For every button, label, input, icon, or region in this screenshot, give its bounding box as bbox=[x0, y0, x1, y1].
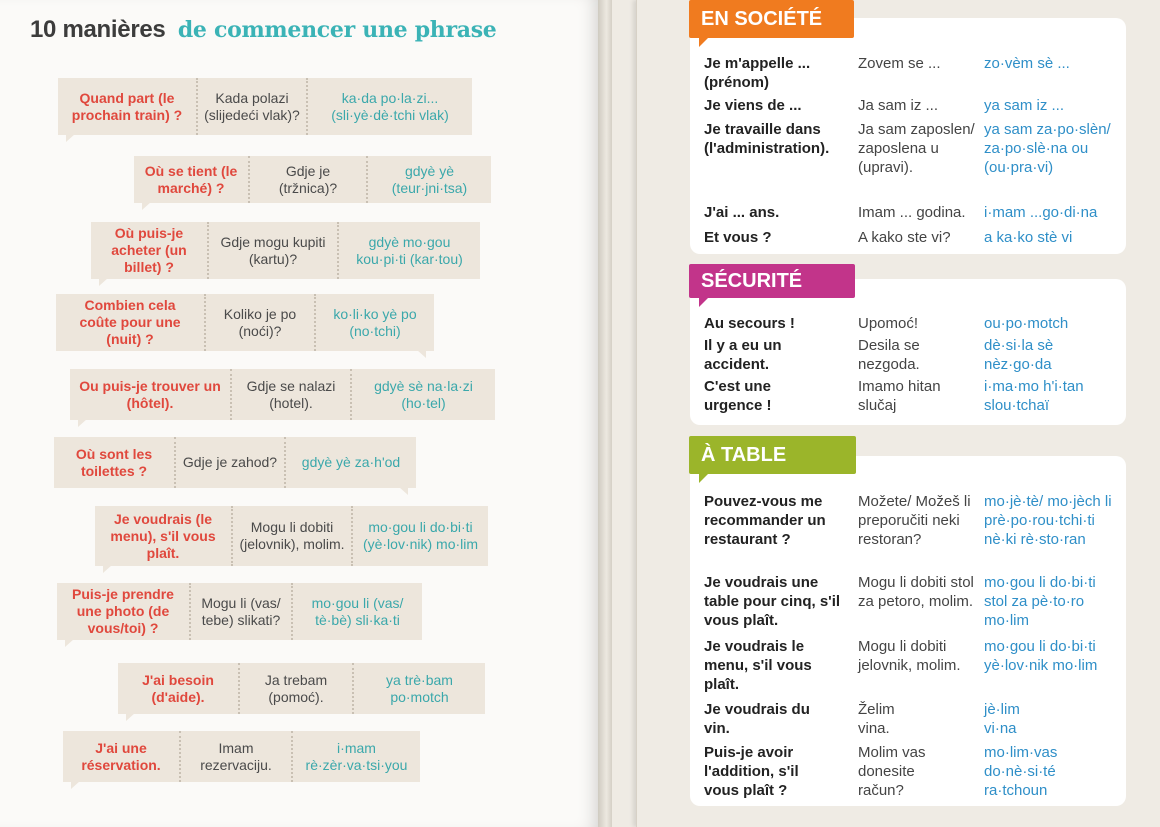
row-croatian: Ja sam zaposlen/ zaposlena u (upravi). bbox=[858, 121, 975, 176]
phrase-pronunciation: ka·da po·la·zi... (sli·yè·dè·tchi vlak) bbox=[306, 78, 472, 135]
phrase-croatian: Imam rezervaciju. bbox=[179, 731, 291, 782]
row-croatian: Molim vas donesite račun? bbox=[858, 744, 926, 799]
row-pronunciation: i·mam ...go·di·na bbox=[984, 204, 1098, 221]
row-french: Et vous ? bbox=[704, 229, 772, 246]
row-french: Pouvez-vous me recommander un restaurant ? bbox=[704, 493, 826, 548]
phrase-french: Où se tient (le marché) ? bbox=[144, 162, 238, 196]
row-croatian: Možete/ Možeš li preporučiti neki restoran? bbox=[858, 493, 971, 548]
row-pronunciation: dè·si·la sè nèz·go·da bbox=[984, 337, 1054, 373]
phrase-croatian: Gdje je zahod? bbox=[174, 437, 284, 488]
row-french: Je viens de ... bbox=[704, 97, 802, 114]
row-pronunciation: mo·lim·vas do·nè·si·té ra·tchoun bbox=[984, 744, 1058, 799]
phrase-pronunciation: gdyè mo·gou kou·pi·ti (kar·tou) bbox=[337, 222, 480, 279]
row-french: Je voudrais le menu, s'il vous plaît. bbox=[704, 638, 812, 693]
title-subtitle: de commencer une phrase bbox=[177, 17, 497, 43]
phrase-bubble bbox=[91, 222, 480, 279]
row-french: J'ai ... ans. bbox=[704, 204, 780, 221]
row-pronunciation: mo·jè·tè/ mo·jèch li prè·po·rou·tchi·ti nè·ki rè·sto·ran bbox=[984, 493, 1112, 548]
phrase-french: Combien cela coûte pour une (nuit) ? bbox=[79, 297, 181, 347]
row-croatian: Mogu li dobiti stol za petoro, molim. bbox=[858, 574, 974, 610]
phrase-bubble bbox=[95, 506, 488, 566]
section-tag-dining: À TABLE bbox=[689, 436, 856, 474]
phrase-croatian: Gdje mogu kupiti (kartu)? bbox=[207, 222, 337, 279]
row-croatian: Imamo hitan slučaj bbox=[858, 378, 941, 414]
row-french: Je voudrais une table pour cinq, s'il vous plaît. bbox=[704, 574, 841, 629]
row-french: Puis-je avoir l'addition, s'il vous plaît ? bbox=[704, 744, 799, 799]
phrase-croatian: Mogu li (vas/ tebe) slikati? bbox=[189, 583, 291, 640]
section-tag-society: EN SOCIÉTÉ bbox=[689, 0, 854, 38]
phrase-pronunciation: ya trè·bam po·motch bbox=[352, 663, 485, 714]
row-croatian: Zovem se ... bbox=[858, 55, 941, 72]
row-croatian: Imam ... godina. bbox=[858, 204, 966, 221]
phrase-bubble bbox=[70, 369, 495, 420]
phrase-pronunciation: ko·li·ko yè po (no·tchi) bbox=[314, 294, 434, 351]
phrase-french: Où puis-je acheter (un billet) ? bbox=[111, 225, 187, 275]
row-croatian: Želim vina. bbox=[858, 701, 895, 737]
phrase-bubble bbox=[57, 583, 422, 640]
phrase-pronunciation: mo·gou li (vas/ tè·bè) sli·ka·ti bbox=[291, 583, 422, 640]
row-pronunciation: jè·lim vi·na bbox=[984, 701, 1020, 737]
phrase-french: Où sont les toilettes ? bbox=[75, 445, 153, 479]
phrase-bubble bbox=[54, 437, 416, 488]
row-pronunciation: mo·gou li do·bi·ti yè·lov·nik mo·lim bbox=[984, 638, 1098, 674]
phrase-french: Je voudrais (le menu), s'il vous plaît. bbox=[110, 510, 216, 561]
section-tag-security: SÉCURITÉ bbox=[689, 264, 855, 298]
row-pronunciation: a ka·ko stè vi bbox=[984, 229, 1073, 246]
row-french: Je m'appelle ... (prénom) bbox=[704, 55, 811, 91]
phrase-croatian: Koliko je po (noći)? bbox=[204, 294, 314, 351]
row-french: Au secours ! bbox=[704, 315, 795, 332]
row-french: C'est une urgence ! bbox=[704, 378, 772, 414]
phrase-croatian: Ja trebam (pomoć). bbox=[238, 663, 352, 714]
phrase-french: Puis-je prendre une photo (de vous/toi) ? bbox=[72, 586, 174, 636]
phrase-pronunciation: i·mam rè·zèr·va·tsi·you bbox=[291, 731, 420, 782]
phrase-pronunciation: gdyè yè za·h'od bbox=[284, 437, 416, 488]
phrase-bubble bbox=[58, 78, 472, 135]
phrase-croatian: Mogu li dobiti (jelovnik), molim. bbox=[231, 506, 351, 566]
row-pronunciation: ya sam iz ... bbox=[984, 97, 1065, 114]
phrase-croatian: Gdje je (tržnica)? bbox=[248, 156, 366, 203]
row-croatian: Ja sam iz ... bbox=[858, 97, 939, 114]
row-pronunciation: ya sam za·po·slèn/ za·po·slè·na ou (ou·pra·vi) bbox=[984, 121, 1111, 176]
phrase-croatian: Gdje se nalazi (hotel). bbox=[230, 369, 350, 420]
row-croatian: Desila se nezgoda. bbox=[858, 337, 920, 373]
phrase-bubble bbox=[56, 294, 434, 351]
row-pronunciation: zo·vèm sè ... bbox=[984, 55, 1070, 72]
phrase-pronunciation: gdyè yè (teur·jni·tsa) bbox=[366, 156, 491, 203]
phrase-croatian: Kada polazi (slijedeći vlak)? bbox=[196, 78, 306, 135]
page-title bbox=[30, 16, 497, 44]
row-croatian: Mogu li dobiti jelovnik, molim. bbox=[858, 638, 961, 674]
phrase-french: J'ai une réservation. bbox=[81, 739, 161, 773]
phrase-french: J'ai besoin (d'aide). bbox=[142, 671, 214, 705]
phrase-french: Quand part (le prochain train) ? bbox=[71, 89, 183, 123]
phrase-pronunciation: gdyè sè na·la·zi (ho·tel) bbox=[350, 369, 495, 420]
row-pronunciation: i·ma·mo h'i·tan slou·tchaï bbox=[984, 378, 1084, 414]
book-spine bbox=[598, 0, 612, 827]
title-number: 10 manières bbox=[30, 16, 166, 43]
row-croatian: A kako ste vi? bbox=[858, 229, 951, 246]
row-pronunciation: ou·po·motch bbox=[984, 315, 1069, 332]
phrase-pronunciation: mo·gou li do·bi·ti (yè·lov·nik) mo·lim bbox=[351, 506, 488, 566]
row-french: Je travaille dans (l'administration). bbox=[704, 121, 830, 157]
phrase-bubble bbox=[63, 731, 420, 782]
phrase-french: Ou puis-je trouver un (hôtel). bbox=[79, 377, 221, 411]
phrase-bubble bbox=[134, 156, 491, 203]
row-pronunciation: mo·gou li do·bi·ti stol za pè·to·ro mo·lim bbox=[984, 574, 1096, 629]
row-french: Je voudrais du vin. bbox=[704, 701, 810, 737]
row-croatian: Upomoć! bbox=[858, 315, 919, 332]
phrase-bubble bbox=[118, 663, 485, 714]
row-french: Il y a eu un accident. bbox=[704, 337, 782, 373]
